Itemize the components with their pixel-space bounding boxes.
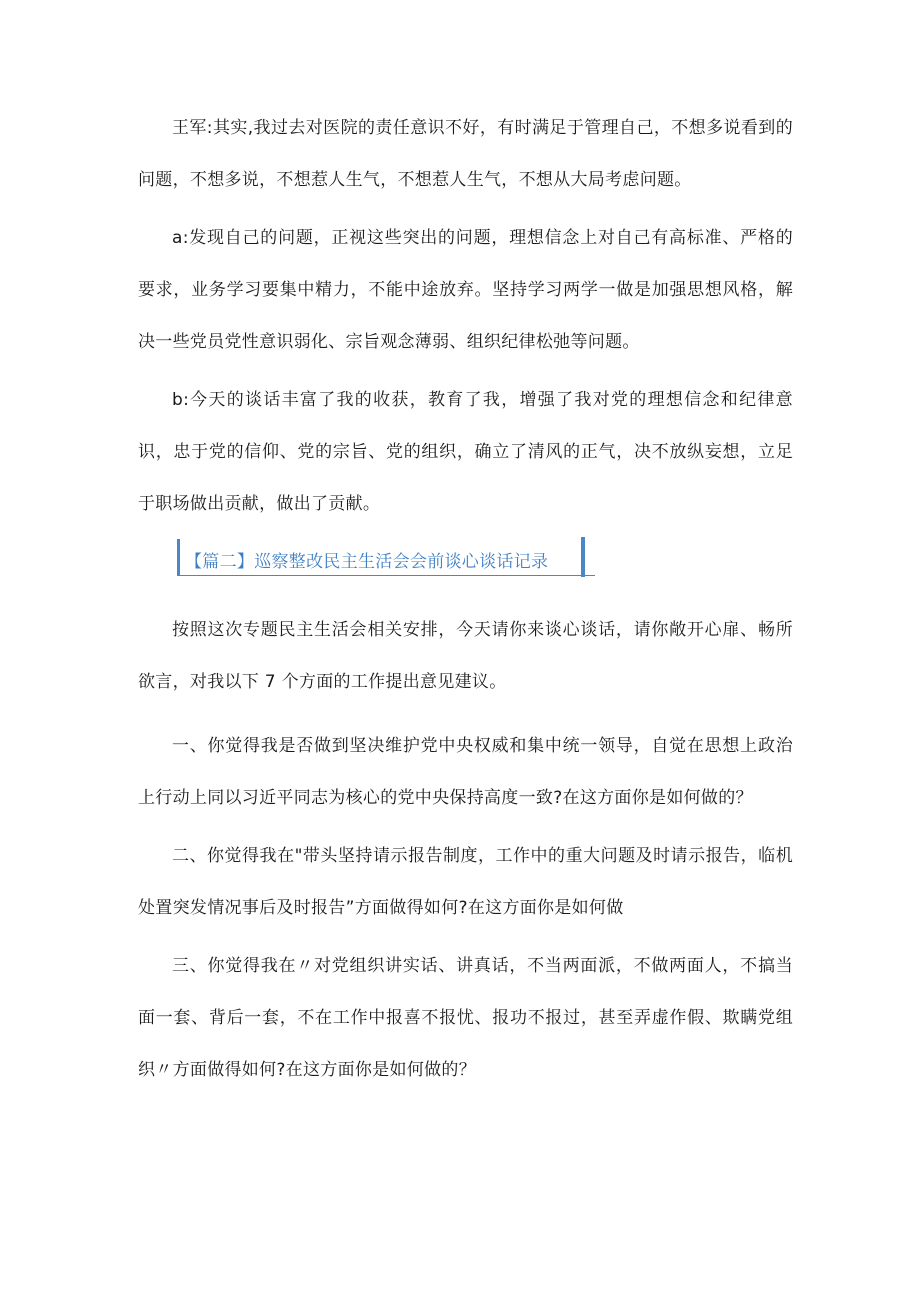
paragraph-intro: 按照这次专题民主生活会相关安排，今天请你来谈心谈话，请你敞开心扉、畅所欲言，对我以下 7 个方面的工作提出意见建议。 (138, 620, 793, 692)
section-heading (177, 537, 597, 577)
paragraph-question-3: 三、你觉得我在〃对党组织讲实话、讲真话，不当两面派，不做两面人，不搞当面一套、背后一套，不在工作中报喜不报忧、报功不报过，甚至弄虚作假、欺瞒党组织〃方面做得如何?在这方面你是如何做的？ (138, 956, 793, 1080)
paragraph-wang-jun: 王军:其实,我过去对医院的责任意识不好，有时满足于管理自己，不想多说看到的问题，不想多说，不想惹人生气，不想惹人生气，不想从大局考虑问题。 (138, 118, 793, 190)
heading-left-bar (177, 539, 180, 575)
paragraph-question-2: 二、你觉得我在"带头坚持请示报告制度，工作中的重大问题及时请示报告，临机处置突发情况事后及时报告”方面做得如何?在这方面你是如何做 (138, 846, 793, 918)
paragraph-a: a:发现自己的问题，正视这些突出的问题，理想信念上对自己有高标准、严格的要求，业务学习要集中精力，不能中途放弃。坚持学习两学一做是加强思想风格，解决一些党员党性意识弱化、宗旨观念薄弱、组织纪律松弛等问题。 (138, 228, 793, 352)
heading-underline (177, 575, 595, 576)
section-heading-title: 【篇二】巡察整改民主生活会会前谈心谈话记录 (185, 552, 549, 572)
paragraph-question-1: 一、你觉得我是否做到坚决维护党中央权威和集中统一领导，自觉在思想上政治上行动上同以习近平同志为核心的党中央保持高度一致?在这方面你是如何做的？ (138, 736, 793, 808)
paragraph-b: b:今天的谈话丰富了我的收获，教育了我，增强了我对党的理想信念和纪律意识，忠于党的信仰、党的宗旨、党的组织，确立了清风的正气，决不放纵妄想，立足于职场做出贡献，做出了贡献。 (138, 390, 793, 514)
heading-right-bar (581, 537, 585, 577)
